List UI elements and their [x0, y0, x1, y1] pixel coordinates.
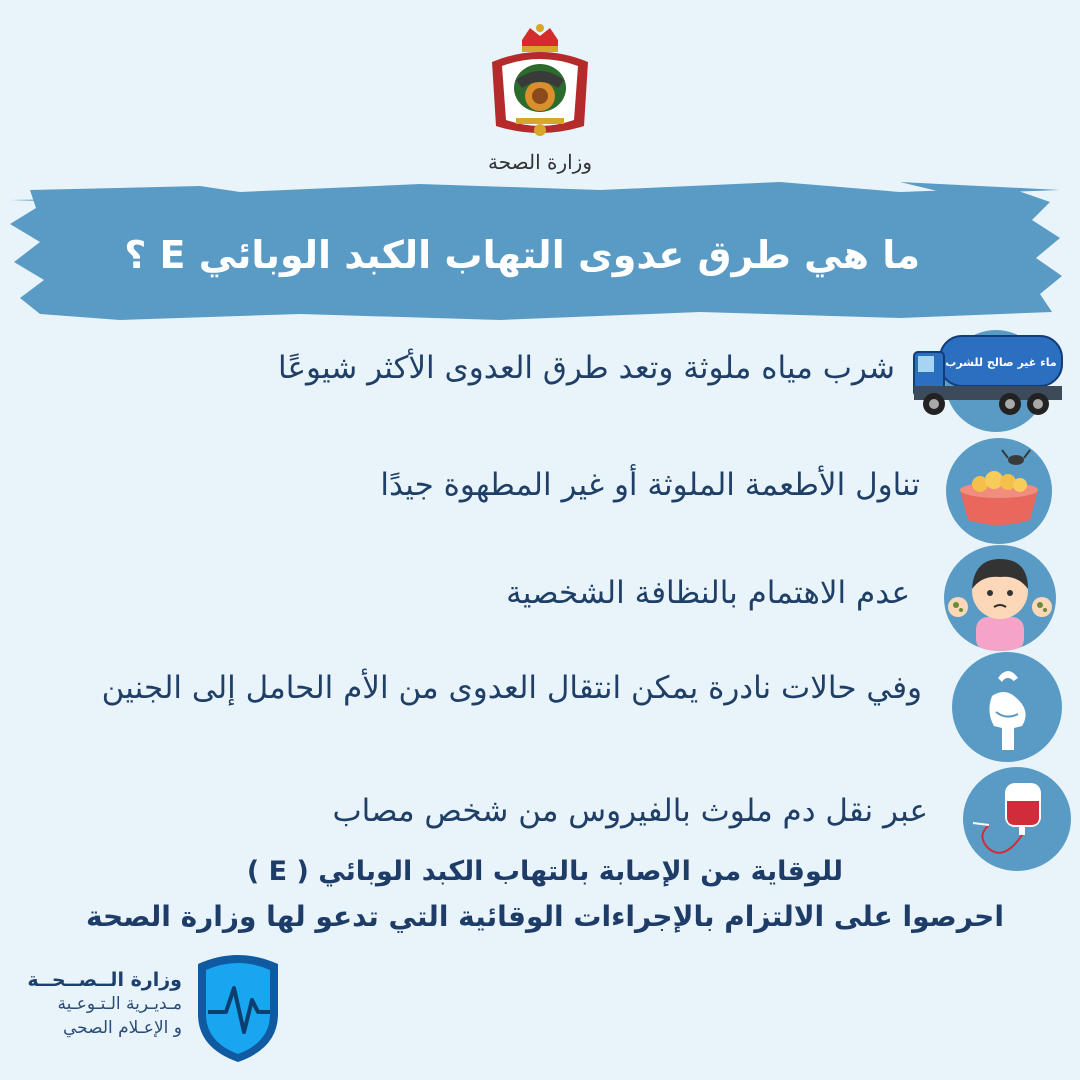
prevention-call-to-action: احرصوا على الالتزام بالإجراءات الوقائية التي تدعو لها وزارة الصحة [86, 900, 1004, 933]
transmission-item-4: وفي حالات نادرة يمكن انتقال العدوى من الأم الحامل إلى الجنين [101, 670, 922, 706]
contaminated-food-icon [946, 438, 1052, 544]
prevention-headline: للوقاية من الإصابة بالتهاب الكبد الوبائي ( E ) [246, 856, 844, 887]
footer-line-2: و الإعـلام الصحي [62, 1018, 182, 1038]
truck-graphic [910, 330, 1065, 422]
dirty-hands-child-icon [944, 545, 1056, 651]
page-title: ما هي طرق عدوى التهاب الكبد الوبائي E ؟ [124, 233, 920, 277]
footer-directorate [12, 968, 182, 1040]
truck-label: ماء غير صالح للشرب [945, 356, 1057, 369]
footer-line-1: مـديـرية الـتـوعـية [57, 994, 182, 1014]
pregnant-woman-icon [952, 652, 1062, 762]
jordan-emblem-icon [486, 22, 594, 140]
heartbeat-shield-icon [190, 952, 286, 1064]
transmission-item-3: عدم الاهتمام بالنظافة الشخصية [506, 575, 910, 611]
transmission-item-2: تناول الأطعمة الملوثة أو غير المطهوة جيدًا [380, 467, 920, 503]
transmission-item-5: عبر نقل دم ملوث بالفيروس من شخص مصاب [332, 793, 928, 829]
footer-title: وزارة الــصــحــة [27, 969, 182, 991]
ministry-signature: وزارة الصحة [488, 150, 592, 174]
transmission-item-1: شرب مياه ملوثة وتعد طرق العدوى الأكثر شيوعًا [278, 350, 895, 386]
